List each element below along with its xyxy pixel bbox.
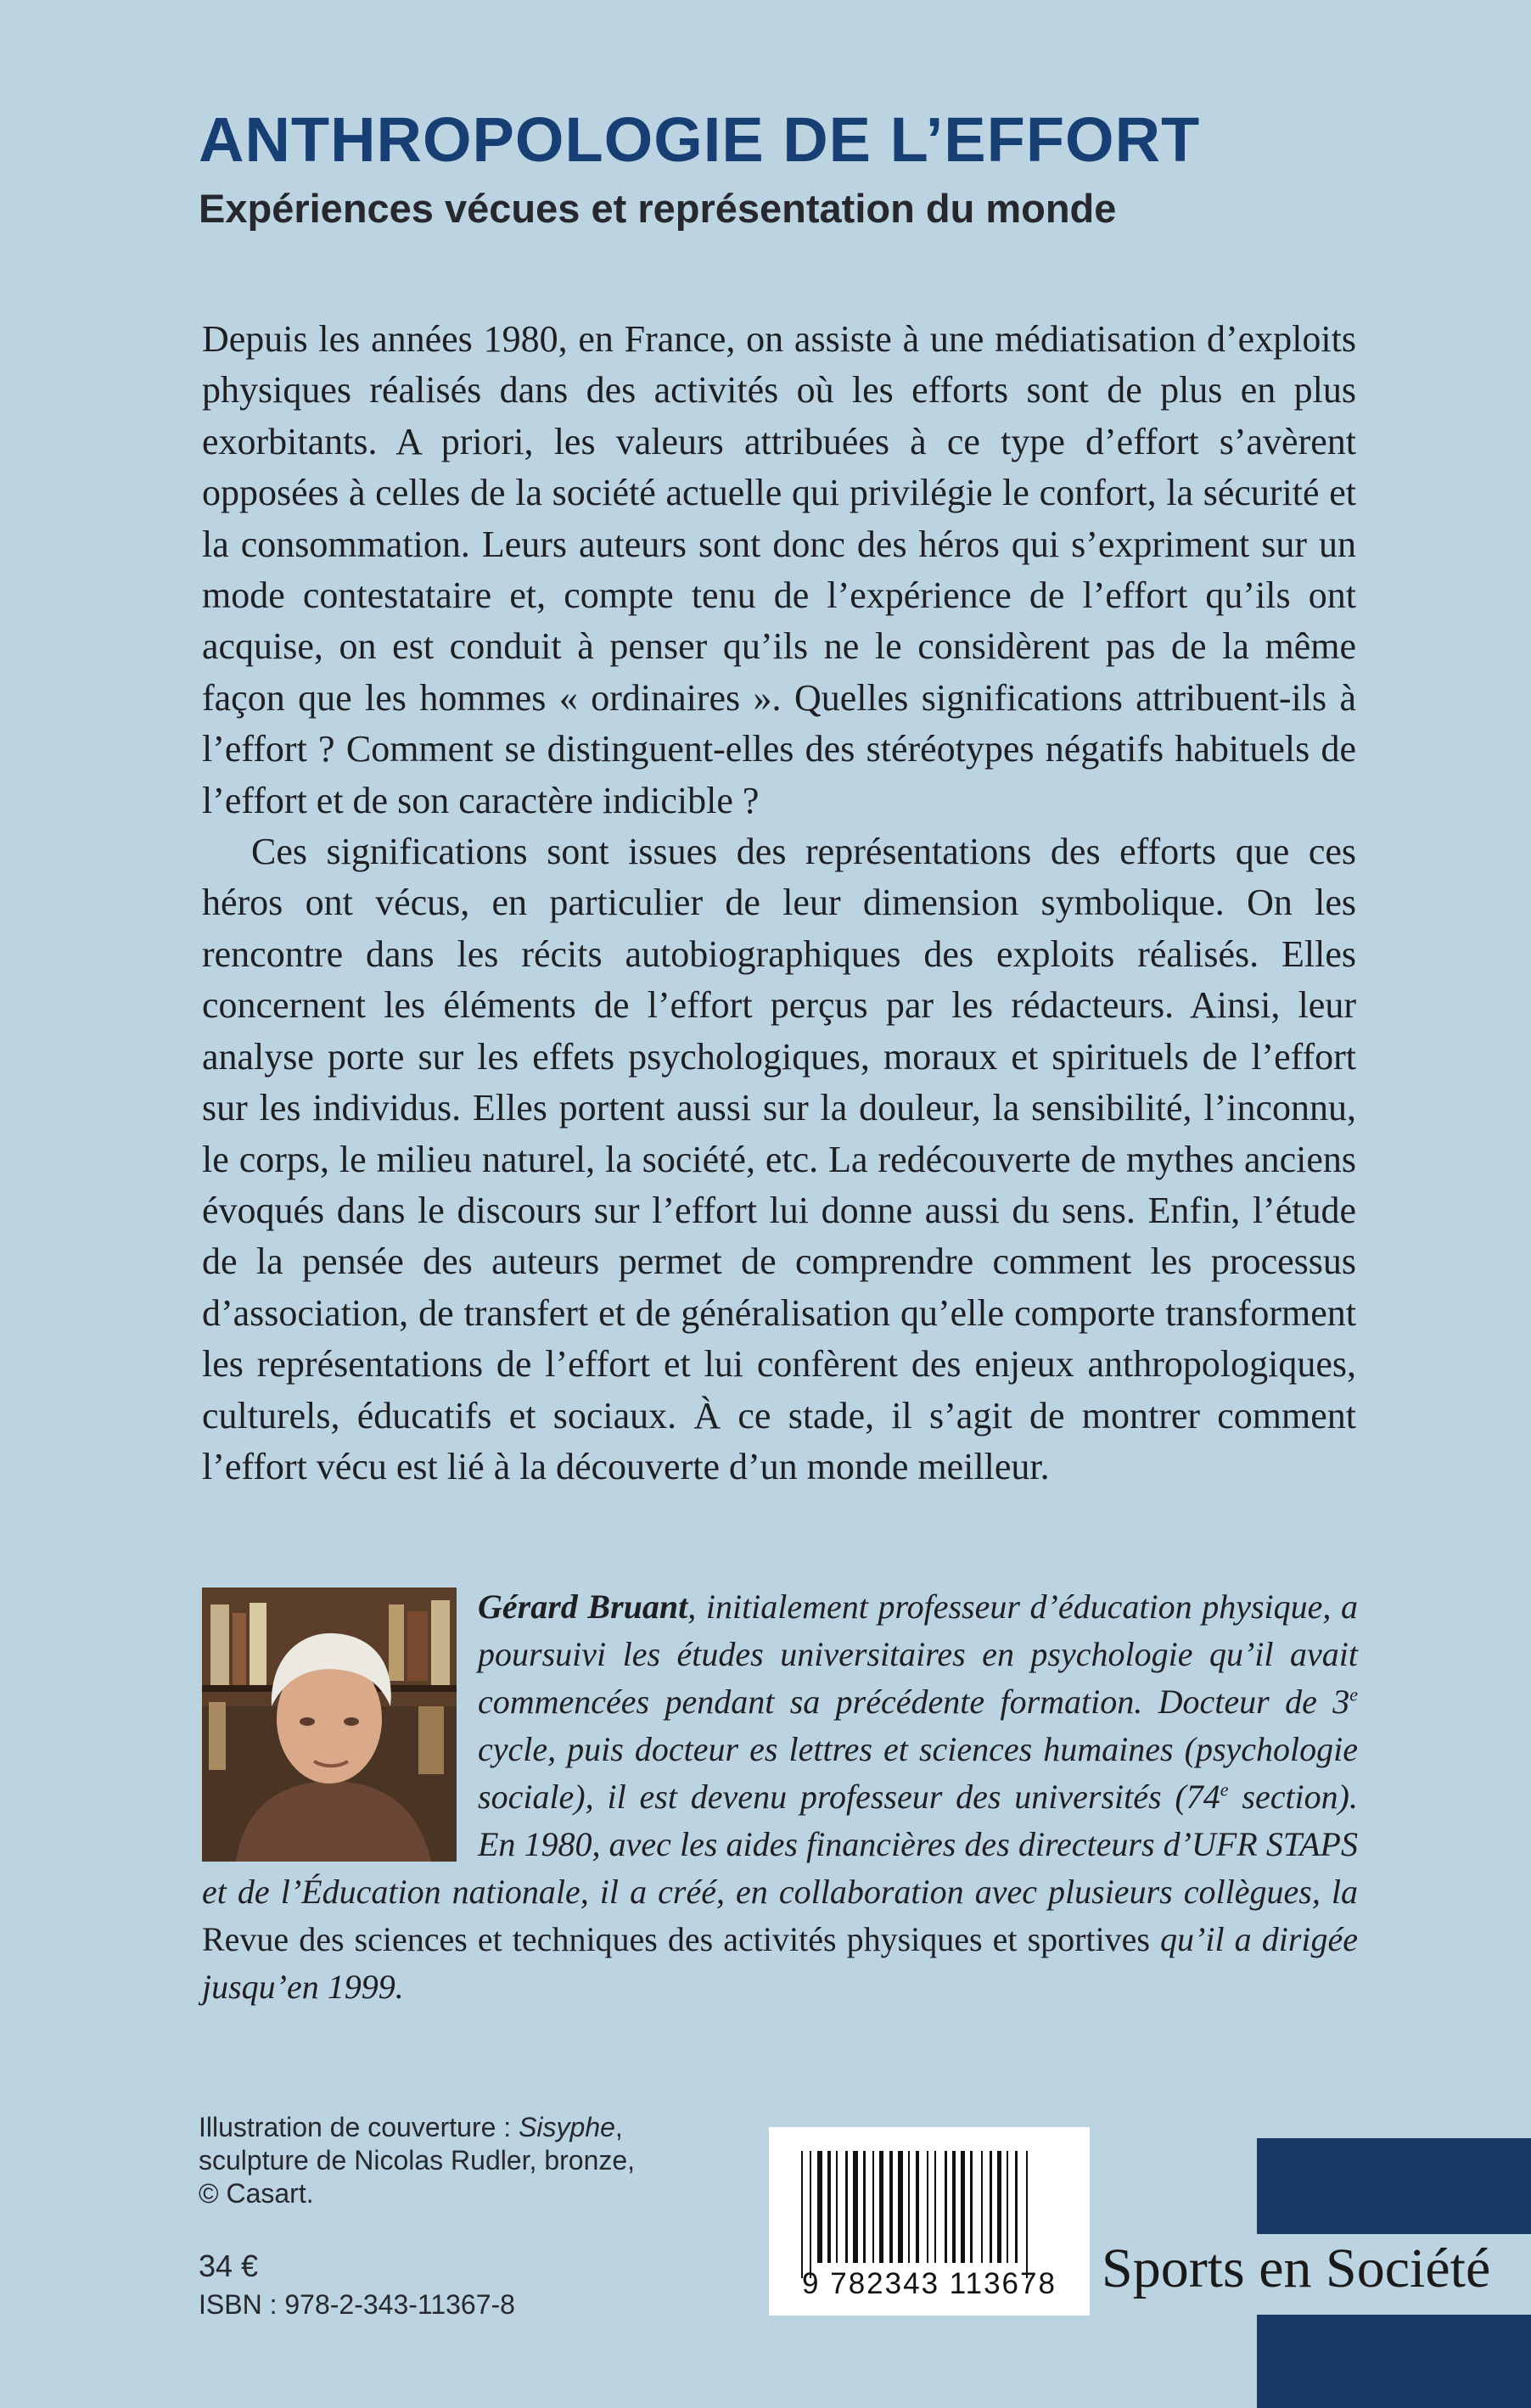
credit-line: sculpture de Nicolas Rudler, bronze, bbox=[199, 2145, 636, 2176]
barcode-bar bbox=[990, 2151, 992, 2263]
superscript: e bbox=[1349, 1683, 1358, 1705]
credit-prefix: Illustration de couverture : bbox=[199, 2112, 519, 2142]
barcode-bar bbox=[898, 2151, 903, 2263]
bio-text: cycle, puis docteur es lettres et sciences humaines (psychologie sociale), il est devenu professeur des universités (74 bbox=[478, 1730, 1358, 1816]
barcode-bar bbox=[997, 2151, 1001, 2263]
isbn: ISBN : 978-2-343-11367-8 bbox=[199, 2289, 515, 2320]
credit-line: Illustration de couverture : Sisyphe, bbox=[199, 2112, 623, 2142]
barcode-bar bbox=[853, 2151, 858, 2263]
credit-line: © Casart. bbox=[199, 2178, 314, 2209]
barcode-bar bbox=[817, 2151, 822, 2263]
summary-text bbox=[202, 314, 1356, 1492]
barcode-bar bbox=[961, 2151, 965, 2263]
barcode-bar bbox=[836, 2151, 838, 2263]
summary-paragraph: Ces significations sont issues des représentations des efforts que ces héros ont vécus, en particulier de leur dimension symbolique. On les rencontre dans les récits autobiographiques des exploits réalisés. Elles concernent les éléments de l’effort perçus par les rédacteurs. Ainsi, leur analyse porte sur les effets psychologiques, moraux et spirituels de l’effort sur les individus. Elles portent aussi sur la douleur, la sensibilité, l’inconnu, le corps, le milieu naturel, la société, etc. La redécouverte de mythes anciens évoqués dans le discours sur l’effort lui donne aussi du sens. Enfin, l’étude de la pensée des auteurs permet de comprendre comment les processus d’association, de transfert et de généralisation qu’elle comporte transforment les représentations de l’effort et lui confèrent des enjeux anthropologiques, culturels, éducatifs et sociaux. À ce stade, il s’agit de montrer comment l’effort vécu est lié à la découverte d’un monde meilleur. bbox=[202, 831, 1356, 1487]
barcode-bar bbox=[952, 2151, 956, 2263]
book-title: ANTHROPOLOGIE DE L’EFFORT bbox=[199, 104, 1201, 175]
superscript: e bbox=[1220, 1778, 1229, 1800]
series-band-bottom bbox=[1257, 2315, 1531, 2408]
barcode-bar bbox=[889, 2151, 893, 2263]
barcode-bar bbox=[872, 2151, 874, 2263]
series-band-top bbox=[1257, 2138, 1531, 2234]
barcode-bar bbox=[916, 2151, 919, 2263]
barcode-bar bbox=[1015, 2151, 1018, 2263]
barcode-bar bbox=[827, 2151, 831, 2263]
journal-title: Revue des sciences et techniques des activités physiques et sportives bbox=[202, 1920, 1151, 1958]
author-bio bbox=[202, 1583, 1358, 2011]
barcode-bar bbox=[845, 2151, 848, 2263]
bio-text: , initialement professeur d’éducation physique, a poursuivi les études universitaires en psychologie qu’il avait commencées pendant sa précédente formation. Docteur de 3 bbox=[478, 1588, 1358, 1721]
barcode-bar bbox=[908, 2151, 910, 2263]
barcode-bar bbox=[879, 2151, 883, 2263]
author-name: Gérard Bruant bbox=[478, 1588, 688, 1626]
book-subtitle: Expériences vécues et représentation du monde bbox=[199, 186, 1117, 231]
price: 34 € bbox=[199, 2248, 259, 2283]
barcode-bar bbox=[927, 2151, 928, 2263]
barcode-bar bbox=[863, 2151, 866, 2263]
barcode-bar bbox=[1026, 2151, 1028, 2278]
barcode-bar bbox=[945, 2151, 947, 2263]
bio-text: qu’il a dirigée jusqu’en 1999. bbox=[202, 1920, 1359, 2006]
summary-paragraph: Depuis les années 1980, en France, on assiste à une médiatisation d’exploits physiques réalisés dans des activités où les efforts sont de plus en plus exorbitants. A priori, les valeurs attribuées à ce type d’effort s’avèrent opposées à celles de la société actuelle qui privilégie le confort, la sécurité et la consommation. Leurs auteurs sont donc des héros qui s’expriment sur un mode contestataire et, compte tenu de l’expérience de l’effort qu’ils ont acquise, on est conduit à penser qu’ils ne le considèrent pas de la même façon que les hommes « ordinaires ». Quelles significations attribuent-ils à l’effort ? Comment se distinguent-elles des stéréotypes négatifs habituels de l’effort et de son caractère indicible ? bbox=[202, 318, 1356, 821]
cover-credit bbox=[199, 2111, 635, 2210]
barcode-bar bbox=[981, 2151, 983, 2263]
barcode-bar bbox=[810, 2151, 811, 2278]
barcode-bar bbox=[1007, 2151, 1008, 2263]
series-name: Sports en Société bbox=[1102, 2237, 1491, 2299]
credit-work: Sisyphe bbox=[519, 2112, 615, 2142]
barcode-digits: 9 782343 113678 bbox=[802, 2267, 1057, 2300]
barcode-bar bbox=[970, 2151, 973, 2263]
barcode-bar bbox=[934, 2151, 936, 2263]
barcode-bar bbox=[801, 2151, 803, 2278]
bio-text: section). En 1980, avec les aides financières des directeurs d’UFR STAPS et de l’Éducation nationale, il a créé, en collaboration avec plusieurs collègues, la bbox=[202, 1778, 1358, 1911]
photo-spacer bbox=[202, 1583, 478, 1863]
